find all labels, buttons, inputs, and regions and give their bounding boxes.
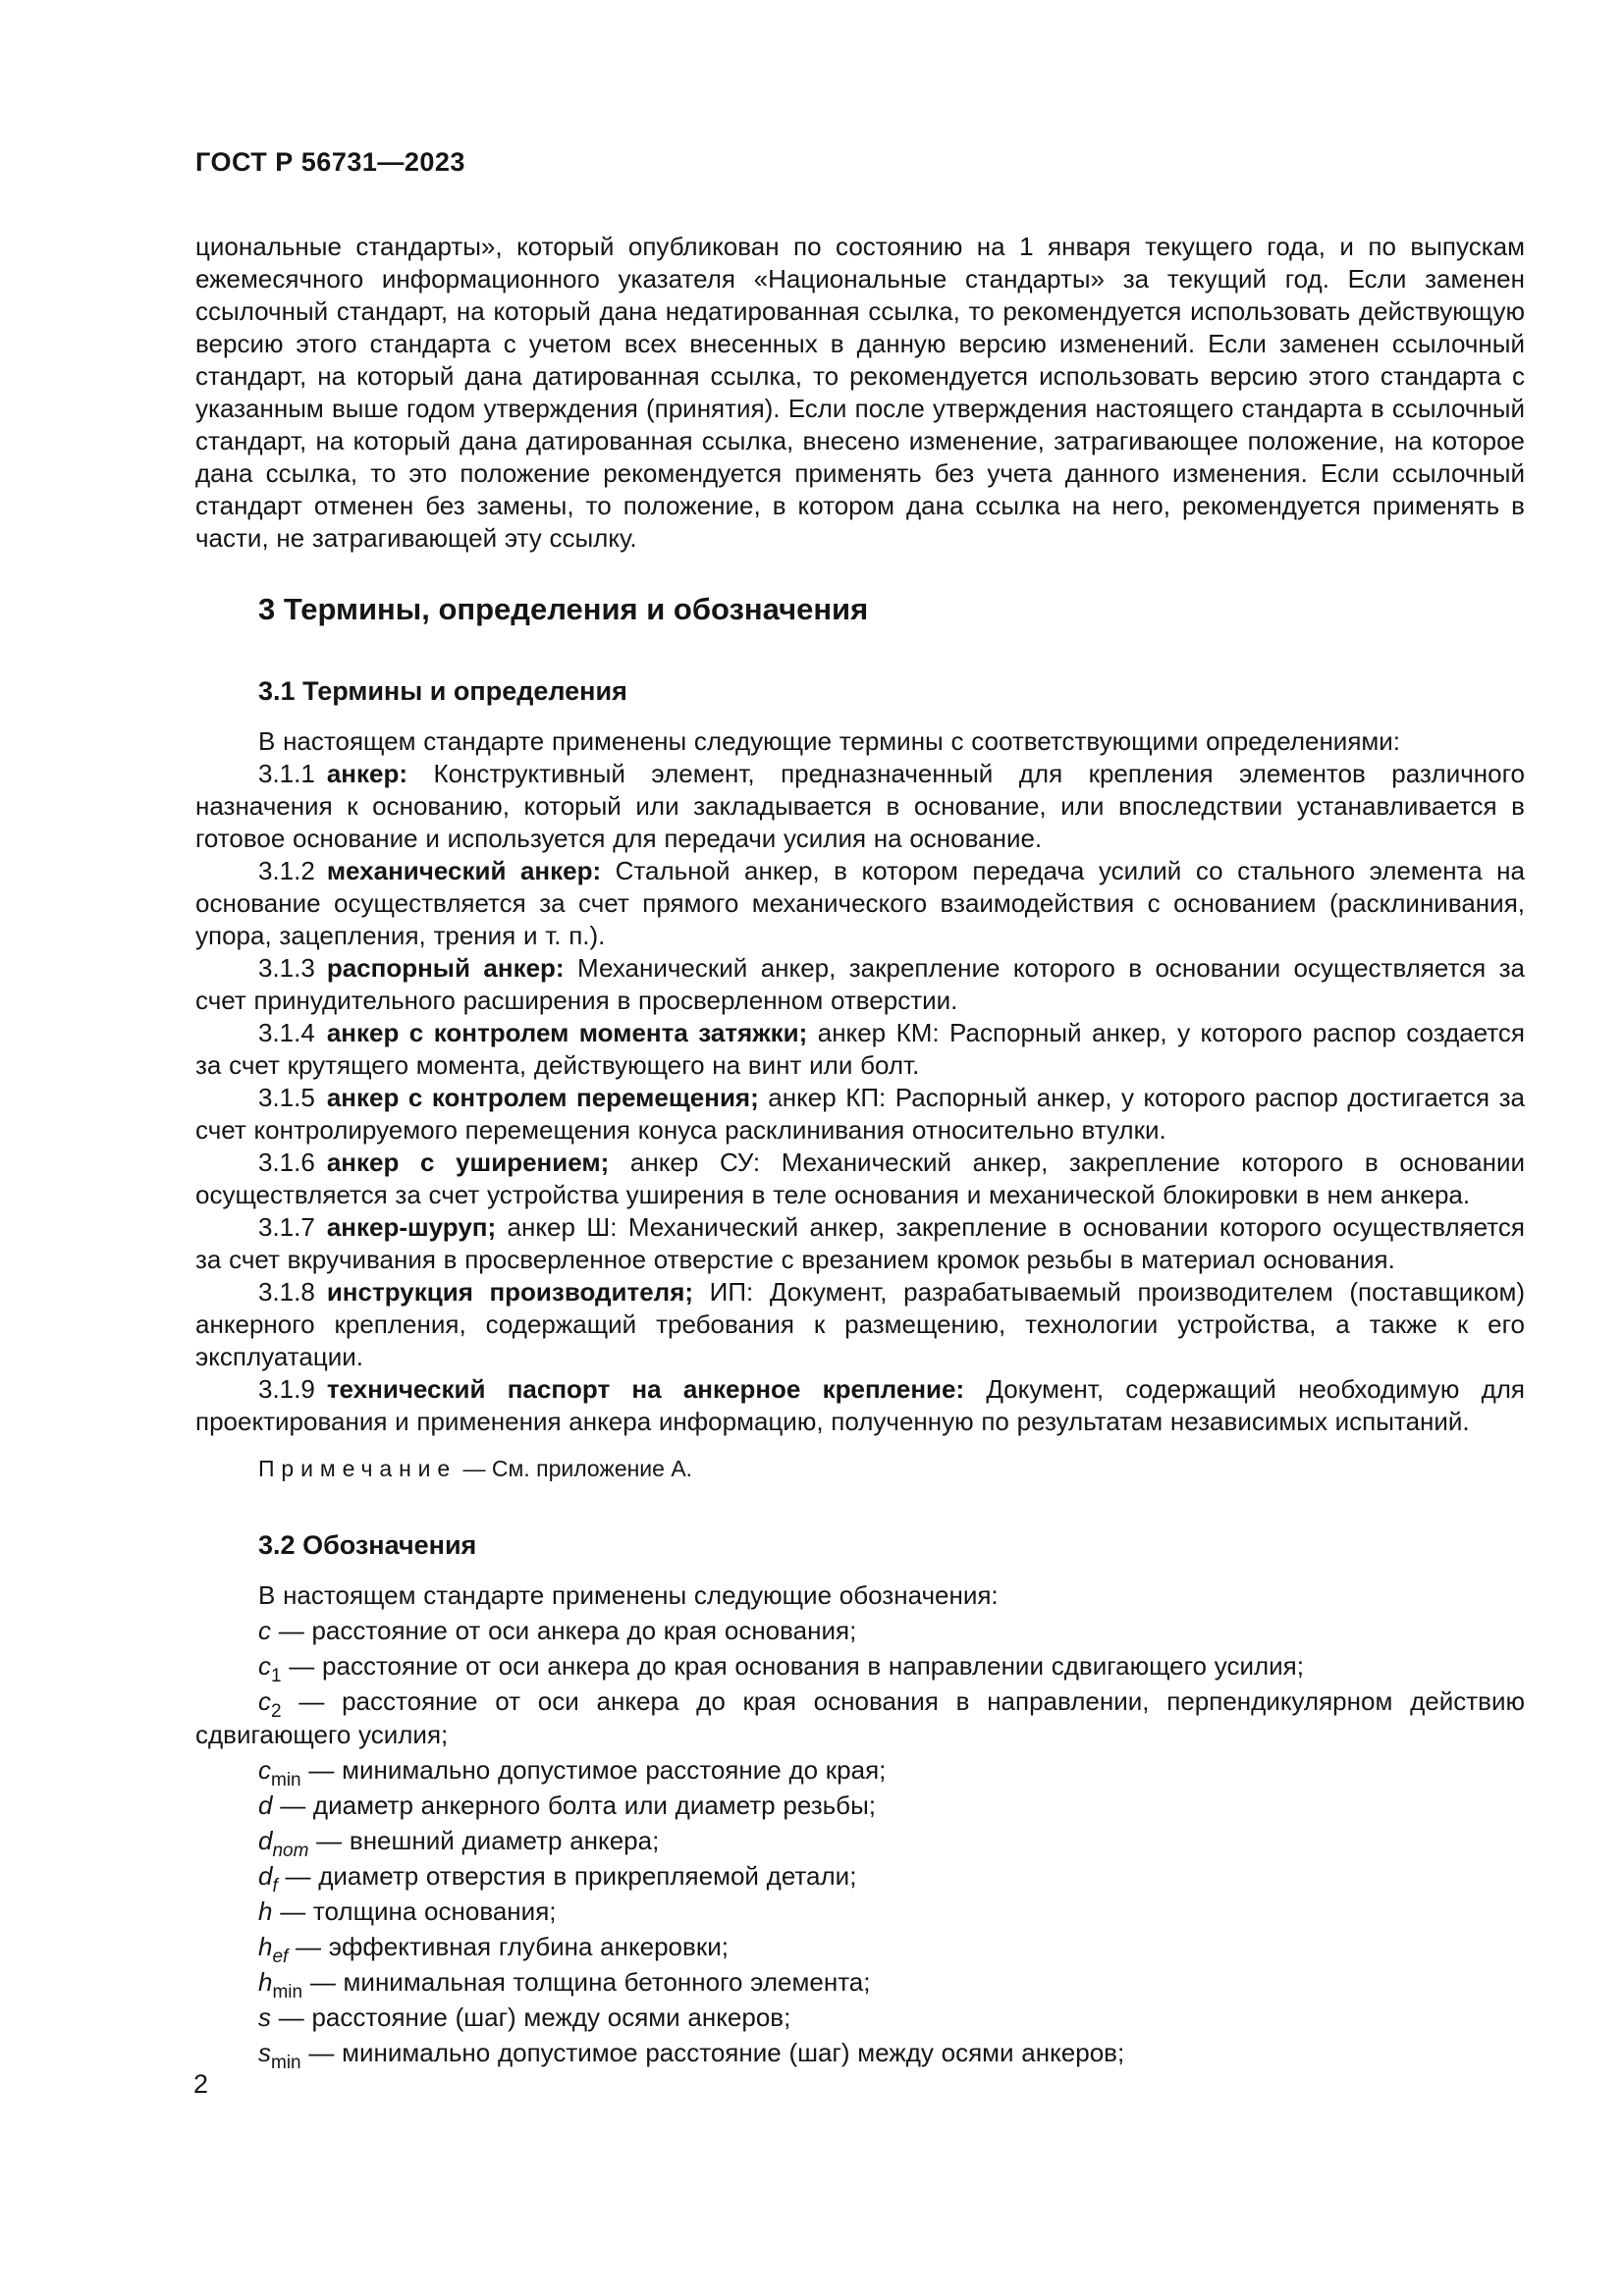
symbol-letter: c bbox=[258, 1616, 271, 1645]
symbol-letter: h bbox=[258, 1896, 273, 1926]
symbol-subscript: nom bbox=[272, 1841, 309, 1861]
symbol-item: $d_{nom}$ — внешний диаметр анкера; bbox=[258, 1826, 660, 1861]
term-number: 3.1.4 bbox=[258, 1018, 315, 1047]
section-3-title: Термины, определения и обозначения bbox=[283, 592, 869, 626]
note-label: Примечание bbox=[258, 1456, 458, 1481]
symbol-subscript: ef bbox=[272, 1947, 289, 1967]
symbol-item: $c_{min}$ — минимально допустимое расстояние до края; bbox=[258, 1755, 887, 1790]
symbol-letter: d bbox=[258, 1790, 273, 1820]
intro-paragraph: циональные стандарты», который опубликован по состоянию на 1 января текущего года, и по выпускам ежемесячного информационного указателя «Национальные стандарты» за текущий год. Если заменен ссылочный стандарт, на который дана недатированная ссылка, то рекомендуется использовать действующую версию этого стандарта с учетом всех внесенных в данную версию изменений. Если заменен ссылочный стандарт, на который дана датированная ссылка, то рекомендуется использовать версию этого стандарта с указанным выше годом утверждения (принятия). Если после утверждения настоящего стандарта в ссылочный стандарт, на который дана датированная ссылка, внесено изменение, затрагивающее положение, на которое дана ссылка, то это положение рекомендуется применять без учета данного изменения. Если ссылочный стандарт отменен без замены, то положение, в котором дана ссылка на него, рекомендуется применять в части, не затрагивающей эту ссылку. bbox=[195, 232, 1525, 553]
symbol-item: $c_2$ — расстояние от оси анкера до края основания в направлении, перпендикулярном действию сдвигающего усилия; bbox=[195, 1686, 1525, 1749]
symbol-letter: d bbox=[258, 1826, 273, 1855]
symbol-subscript: 2 bbox=[271, 1701, 282, 1722]
term-name: анкер: bbox=[326, 759, 408, 788]
term-number: 3.1.2 bbox=[258, 856, 315, 885]
term-item: 3.1.2 механический анкер: Стальной анкер, в котором передача усилий со стального элемента на основание осуществляется за счет прямого механического взаимодействия с основанием (расклинивания, упора, зацепления, трения и т. п.). bbox=[195, 856, 1525, 950]
term-number: 3.1.9 bbox=[258, 1374, 315, 1404]
page-content bbox=[195, 147, 1525, 2071]
symbol-subscript: 1 bbox=[271, 1666, 282, 1686]
term-item: 3.1.7 анкер-шуруп; анкер Ш: Механический анкер, закрепление в основании которого осуществляется за счет вкручивания в просверленное отверстие с врезанием кромок резьбы в материал основания. bbox=[195, 1212, 1525, 1274]
symbol-item: $d_f$ — диаметр отверстия в прикрепляемой детали; bbox=[258, 1861, 857, 1896]
section-3-1-number: 3.1 bbox=[258, 676, 296, 706]
term-item: 3.1.1 анкер: Конструктивный элемент, предназначенный для крепления элементов различного назначения к основанию, который или закладывается в основание, или впоследствии устанавливается в готовое основание и используется для передачи усилия на основание. bbox=[195, 759, 1525, 853]
note-text: — См. приложение А. bbox=[462, 1456, 693, 1481]
section-3-1-title: Термины и определения bbox=[302, 676, 627, 706]
term-name: инструкция производителя; bbox=[326, 1277, 694, 1307]
terms-list bbox=[195, 758, 1525, 1438]
section-3-number: 3 bbox=[258, 592, 276, 626]
terms-intro: В настоящем стандарте применены следующие термины с соответствующими определениями: bbox=[258, 726, 1401, 756]
term-number: 3.1.7 bbox=[258, 1212, 315, 1242]
symbol-subscript: min bbox=[271, 1770, 301, 1790]
section-3-1-heading bbox=[258, 674, 1525, 708]
term-number: 3.1.5 bbox=[258, 1083, 315, 1112]
term-item: 3.1.5 анкер с контролем перемещения; анкер КП: Распорный анкер, у которого распор достигается за счет контролируемого перемещения конуса расклинивания относительно втулки. bbox=[195, 1083, 1525, 1145]
symbol-item: $s_{min}$ — минимально допустимое расстояние (шаг) между осями анкеров; bbox=[258, 2038, 1125, 2073]
symbol-item: s — расстояние (шаг) между осями анкеров; bbox=[258, 2002, 791, 2032]
symbol-letter: c bbox=[258, 1755, 271, 1785]
term-name: анкер-шуруп; bbox=[326, 1212, 497, 1242]
symbol-letter: h bbox=[258, 1932, 273, 1961]
symbol-letter: h bbox=[258, 1967, 273, 1997]
symbol-item: d — диаметр анкерного болта или диаметр резьбы; bbox=[258, 1790, 876, 1820]
term-number: 3.1.1 bbox=[258, 759, 315, 788]
section-3-2-number: 3.2 bbox=[258, 1530, 296, 1560]
symbols-intro: В настоящем стандарте применены следующие обозначения: bbox=[258, 1580, 999, 1610]
symbol-subscript: min bbox=[272, 1982, 303, 2002]
note bbox=[258, 1454, 1525, 1483]
term-item: 3.1.3 распорный анкер: Механический анкер, закрепление которого в основании осуществляется за счет принудительного расширения в просверленном отверстии. bbox=[195, 953, 1525, 1015]
symbols-list bbox=[195, 1614, 1525, 2073]
symbol-subscript: min bbox=[271, 2053, 301, 2073]
symbol-subscript: f bbox=[272, 1876, 278, 1896]
term-name: анкер с контролем перемещения; bbox=[326, 1083, 759, 1112]
section-3-heading bbox=[258, 590, 1525, 629]
symbol-letter: s bbox=[258, 2038, 271, 2067]
term-item: 3.1.9 технический паспорт на анкерное крепление: Документ, содержащий необходимую для проектирования и применения анкера информацию, полученную по результатам независимых испытаний. bbox=[195, 1374, 1525, 1436]
page-number: 2 bbox=[193, 2069, 209, 2099]
term-item: 3.1.8 инструкция производителя; ИП: Документ, разрабатываемый производителем (поставщиком) анкерного крепления, содержащий требования к размещению, технологии устройства, а также к его эксплуатации. bbox=[195, 1277, 1525, 1371]
term-item: 3.1.4 анкер с контролем момента затяжки; анкер КМ: Распорный анкер, у которого распор создается за счет крутящего момента, действующего на винт или болт. bbox=[195, 1018, 1525, 1080]
symbol-item: $c_1$ — расстояние от оси анкера до края основания в направлении сдвигающего усилия; bbox=[258, 1651, 1304, 1686]
term-name: анкер с контролем момента затяжки; bbox=[326, 1018, 808, 1047]
symbol-letter: s bbox=[258, 2002, 271, 2032]
symbol-item: h — толщина основания; bbox=[258, 1896, 557, 1926]
term-item: 3.1.6 анкер с уширением; анкер СУ: Механический анкер, закрепление которого в основании осуществляется за счет устройства уширения в теле основания и механической блокировки в нем анкера. bbox=[195, 1148, 1526, 1209]
symbol-item: $h_{ef}$ — эффективная глубина анкеровки; bbox=[258, 1932, 729, 1967]
section-3-2-title: Обозначения bbox=[302, 1530, 477, 1560]
symbol-item: c — расстояние от оси анкера до края основания; bbox=[258, 1616, 857, 1645]
symbol-item: $h_{min}$ — минимальная толщина бетонного элемента; bbox=[258, 1967, 871, 2002]
term-name: технический паспорт на анкерное крепление: bbox=[326, 1374, 965, 1404]
document-header: ГОСТ Р 56731—2023 bbox=[195, 147, 465, 177]
symbol-letter: d bbox=[258, 1861, 273, 1891]
term-name: распорный анкер: bbox=[326, 953, 565, 983]
term-number: 3.1.6 bbox=[258, 1148, 315, 1177]
term-number: 3.1.3 bbox=[258, 953, 315, 983]
section-3-2-heading bbox=[258, 1528, 1525, 1562]
term-number: 3.1.8 bbox=[258, 1277, 315, 1307]
symbol-letter: c bbox=[258, 1686, 271, 1716]
term-name: механический анкер: bbox=[326, 856, 602, 885]
symbol-letter: c bbox=[258, 1651, 271, 1681]
term-name: анкер с уширением; bbox=[326, 1148, 610, 1177]
